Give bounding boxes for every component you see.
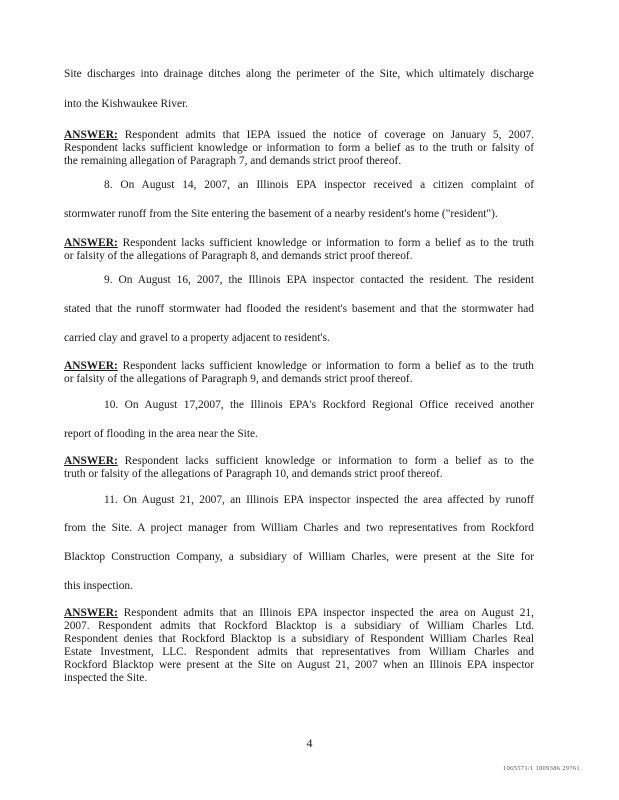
answer-7-line: the remaining allegation of Paragraph 7, and demands strict proof thereof.	[64, 155, 402, 167]
paragraph-10-line: report of flooding in the area near the Site.	[64, 428, 258, 440]
answer-7-text: Respondent admits that IEPA issued the notice of coverage on January 5, 2007.	[124, 129, 534, 141]
paragraph-11-line: this inspection.	[64, 580, 133, 592]
answer-7-line	[64, 129, 534, 142]
answer-11-line: Rockford Blacktop were present at the Site on August 21, 2007 when an Illinois EPA inspector	[64, 659, 534, 671]
paragraph-11-line: 11. On August 21, 2007, an Illinois EPA inspector inspected the area affected by runoff	[104, 494, 534, 506]
paragraph-9-line: 9. On August 16, 2007, the Illinois EPA inspector contacted the resident. The resident	[104, 274, 534, 286]
answer-label: ANSWER:	[64, 129, 118, 141]
answer-11-text: Respondent admits that an Illinois EPA inspector inspected the area on August 21,	[123, 607, 534, 619]
paragraph-11-line: Blacktop Construction Company, a subsidiary of William Charles, were present at the Site for	[64, 551, 534, 563]
paragraph-7-text-line: into the Kishwaukee River.	[64, 98, 189, 110]
answer-10-text: Respondent lacks sufficient knowledge or information to form a belief as to the	[124, 455, 534, 467]
answer-7-line: Respondent lacks sufficient knowledge or information to form a belief as to the truth or falsity of	[64, 142, 534, 154]
paragraph-7-text-line: Site discharges into drainage ditches along the perimeter of the Site, which ultimately discharge	[64, 68, 534, 80]
paragraph-9-line: carried clay and gravel to a property adjacent to resident's.	[64, 332, 330, 344]
answer-9-line: or falsity of the allegations of Paragraph 9, and demands strict proof thereof.	[64, 373, 413, 385]
document-id: 1065571/1 1009386 29761	[503, 765, 580, 772]
paragraph-8-line: stormwater runoff from the Site entering the basement of a nearby resident's home ("resident").	[64, 208, 498, 220]
paragraph-8-line: 8. On August 14, 2007, an Illinois EPA inspector received a citizen complaint of	[104, 179, 534, 191]
answer-8-line	[64, 237, 534, 250]
answer-10-line: truth or falsity of the allegations of Paragraph 10, and demands strict proof thereof.	[64, 468, 443, 480]
paragraph-9-line: stated that the runoff stormwater had flooded the resident's basement and that the stormwater had	[64, 303, 534, 315]
answer-8-text: Respondent lacks sufficient knowledge or information to form a belief as to the truth	[122, 237, 534, 249]
answer-label: ANSWER:	[64, 360, 118, 372]
answer-label: ANSWER:	[64, 237, 118, 249]
paragraph-11-line: from the Site. A project manager from William Charles and two representatives from Rockford	[64, 522, 534, 534]
answer-9-line	[64, 360, 534, 373]
paragraph-10-line: 10. On August 17,2007, the Illinois EPA's Rockford Regional Office received another	[104, 399, 534, 411]
answer-11-line: inspected the Site.	[64, 672, 148, 684]
answer-11-line	[64, 607, 534, 620]
answer-8-line: or falsity of the allegations of Paragraph 8, and demands strict proof thereof.	[64, 250, 413, 262]
page-number: 4	[306, 736, 313, 750]
answer-9-text: Respondent lacks sufficient knowledge or information to form a belief as to the truth	[122, 360, 534, 372]
answer-10-line	[64, 455, 534, 468]
answer-11-line: Respondent denies that Rockford Blacktop is a subsidiary of Respondent William Charles Real	[64, 633, 534, 645]
answer-label: ANSWER:	[64, 607, 118, 619]
answer-11-line: 2007. Respondent admits that Rockford Blacktop is a subsidiary of William Charles Ltd.	[64, 620, 534, 632]
answer-11-line: Estate Investment, LLC. Respondent admits that representatives from William Charles and	[64, 646, 534, 658]
answer-label: ANSWER:	[64, 455, 118, 467]
